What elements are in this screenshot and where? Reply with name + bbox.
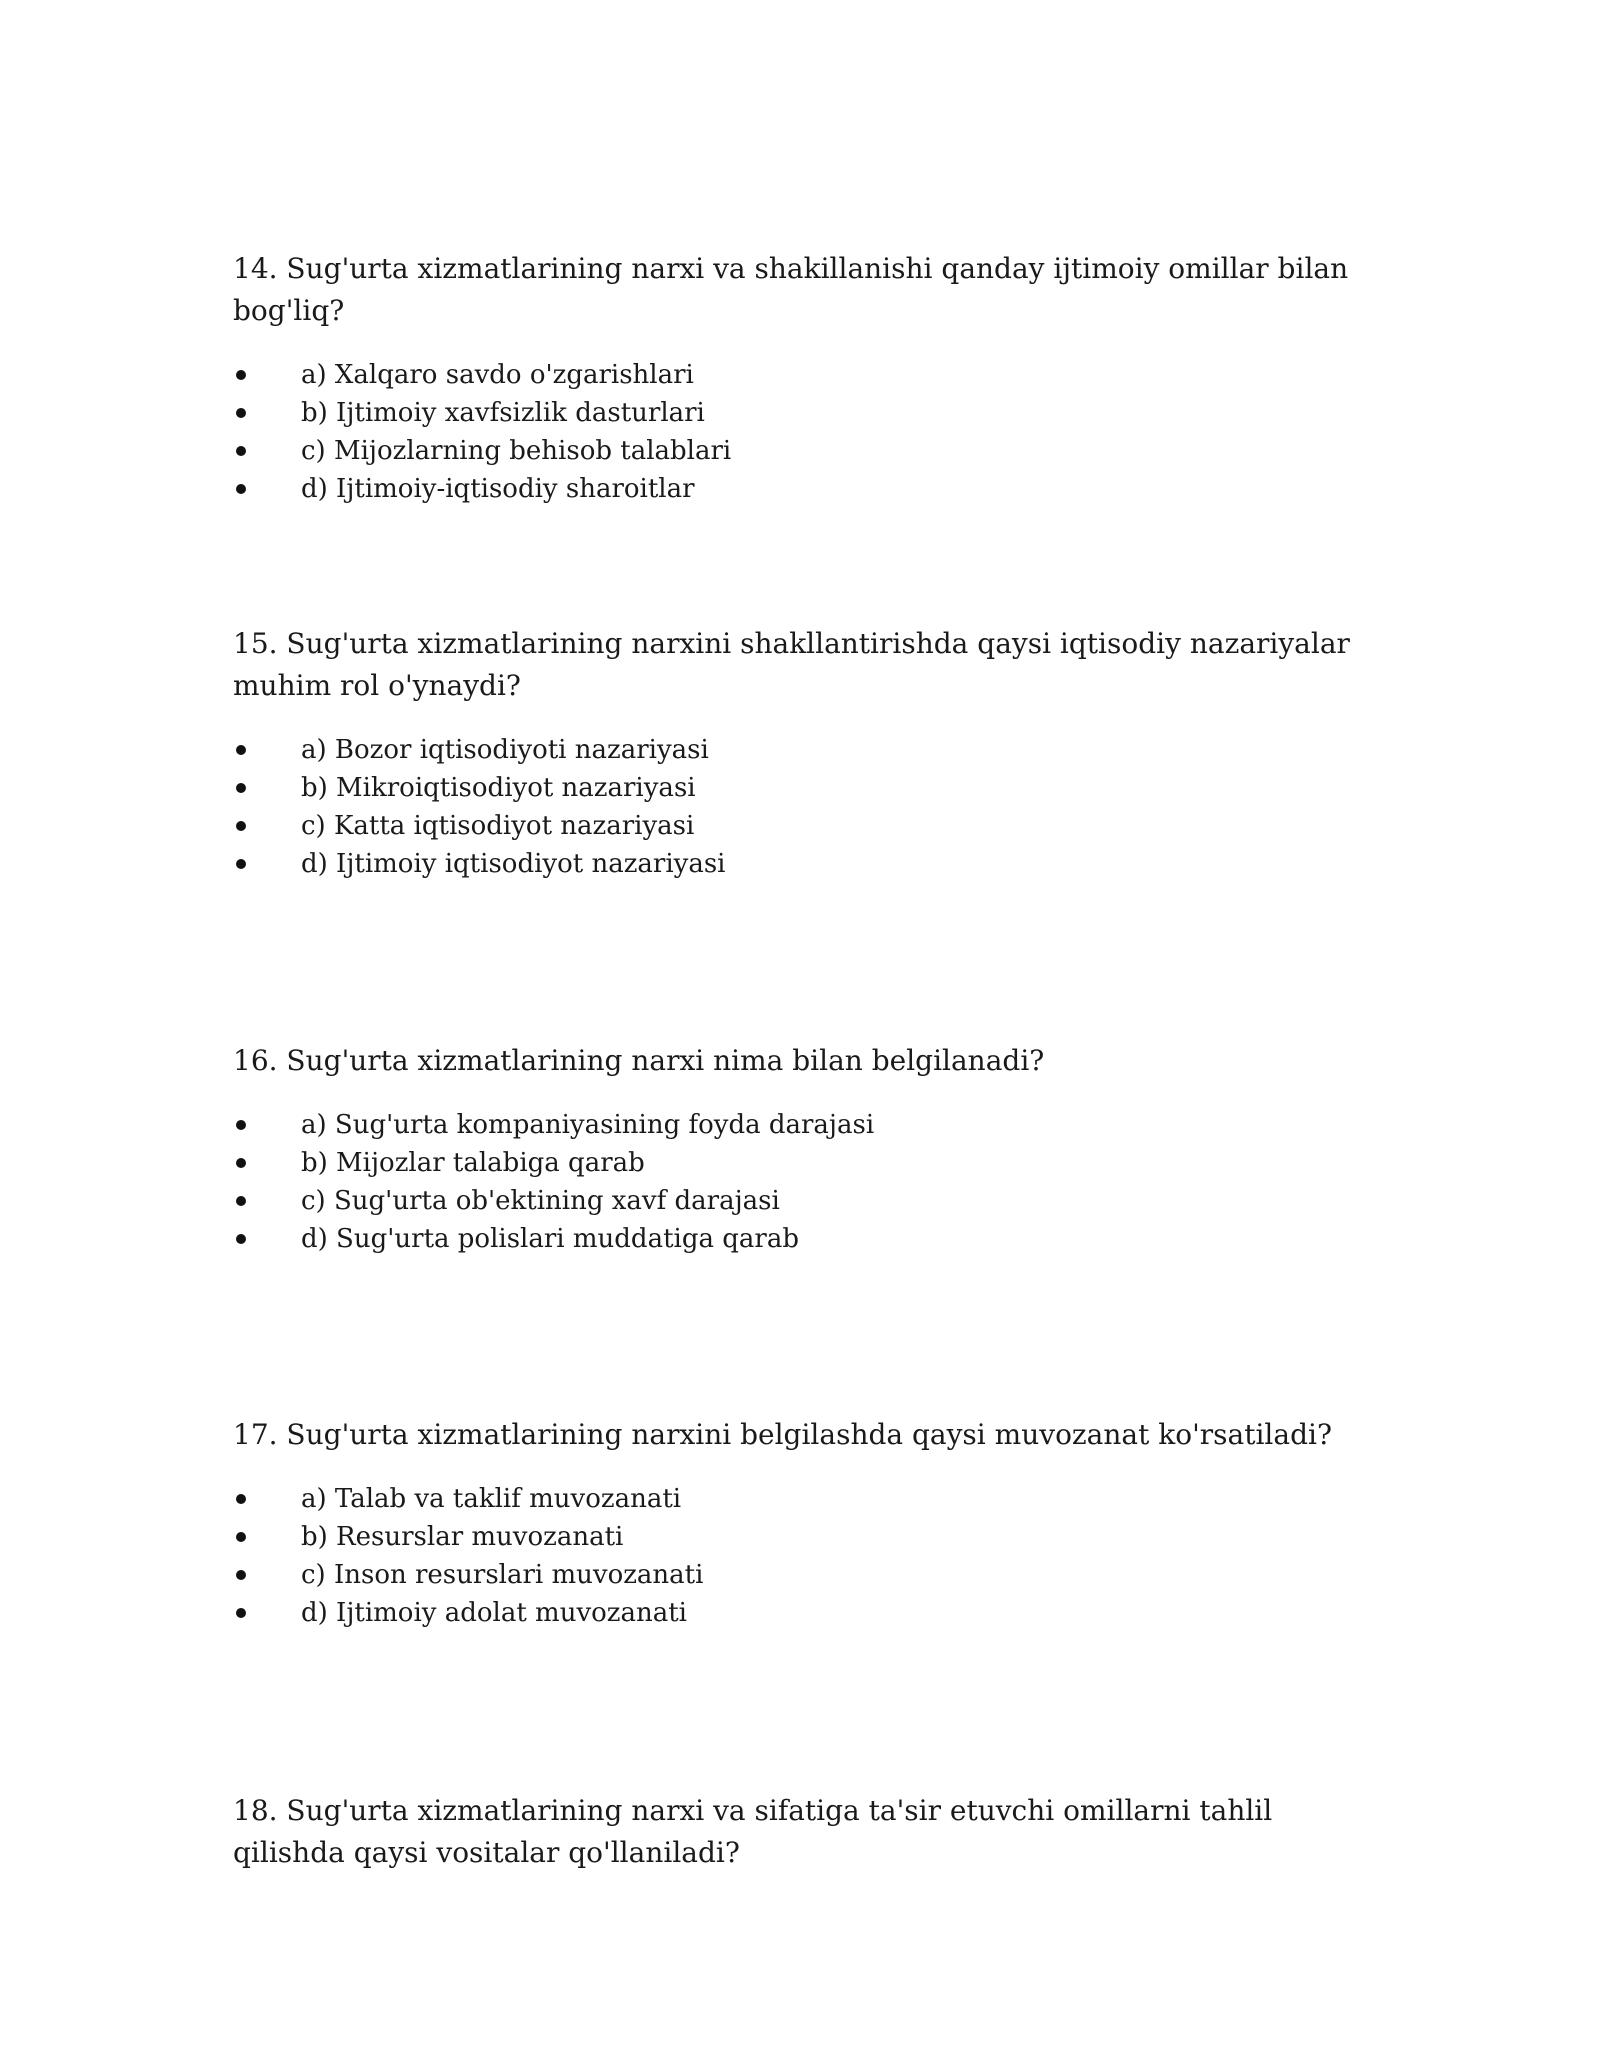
bullet-icon [236, 745, 246, 755]
bullet-icon [236, 1196, 246, 1206]
answer-option [233, 394, 1368, 432]
bullet-icon [236, 1120, 246, 1130]
answer-option-label: c) Inson resurslari muvozanati [301, 1560, 704, 1590]
answer-option-label: a) Talab va taklif muvozanati [301, 1484, 682, 1514]
answer-option-label: b) Resurslar muvozanati [301, 1522, 624, 1552]
answer-option-label: d) Ijtimoiy-iqtisodiy sharoitlar [301, 474, 695, 504]
bullet-icon [236, 1494, 246, 1504]
bullet-icon [236, 1234, 246, 1244]
question-text: 14. Sug'urta xizmatlarining narxi va shakillanishi qanday ijtimoiy omillar bilan bog'liq? [233, 252, 1349, 327]
question-text: 18. Sug'urta xizmatlarining narxi va sifatiga ta'sir etuvchi omillarni tahlil qilishda qaysi vositalar qo'llaniladi? [233, 1794, 1273, 1869]
answer-options [233, 1106, 1368, 1258]
answer-option-label: a) Xalqaro savdo o'zgarishlari [301, 360, 694, 390]
answer-option [233, 1556, 1368, 1594]
answer-option [233, 1182, 1368, 1220]
answer-option-label: b) Mijozlar talabiga qarab [301, 1148, 645, 1178]
answer-option-label: d) Ijtimoiy adolat muvozanati [301, 1598, 688, 1628]
answer-option [233, 1106, 1368, 1144]
answer-option [233, 1518, 1368, 1556]
question-15 [233, 623, 1368, 883]
answer-options [233, 1480, 1368, 1632]
bullet-icon [236, 408, 246, 418]
answer-option [233, 1144, 1368, 1182]
answer-option-label: d) Sug'urta polislari muddatiga qarab [301, 1224, 799, 1254]
question-text: 15. Sug'urta xizmatlarining narxini shakllantirishda qaysi iqtisodiy nazariyalar muhim rol o'ynaydi? [233, 627, 1350, 702]
answer-option-label: c) Mijozlarning behisob talablari [301, 436, 732, 466]
question-16 [233, 1040, 1368, 1258]
answer-option [233, 1220, 1368, 1258]
question-14 [233, 248, 1368, 508]
answer-options [233, 731, 1368, 883]
bullet-icon [236, 484, 246, 494]
question-17 [233, 1414, 1368, 1632]
bullet-icon [236, 783, 246, 793]
answer-option-label: c) Katta iqtisodiyot nazariyasi [301, 811, 695, 841]
question-text: 17. Sug'urta xizmatlarining narxini belgilashda qaysi muvozanat ko'rsatiladi? [233, 1418, 1332, 1451]
answer-option-label: d) Ijtimoiy iqtisodiyot nazariyasi [301, 849, 726, 879]
bullet-icon [236, 821, 246, 831]
answer-option [233, 1480, 1368, 1518]
question-text: 16. Sug'urta xizmatlarining narxi nima bilan belgilanadi? [233, 1044, 1045, 1077]
bullet-icon [236, 1158, 246, 1168]
bullet-icon [236, 1570, 246, 1580]
bullet-icon [236, 1608, 246, 1618]
answer-options [233, 356, 1368, 508]
question-18 [233, 1790, 1368, 1874]
answer-option [233, 432, 1368, 470]
answer-option-label: a) Bozor iqtisodiyoti nazariyasi [301, 735, 709, 765]
answer-option-label: c) Sug'urta ob'ektining xavf darajasi [301, 1186, 780, 1216]
answer-option [233, 1594, 1368, 1632]
answer-option [233, 769, 1368, 807]
bullet-icon [236, 859, 246, 869]
bullet-icon [236, 1532, 246, 1542]
answer-option [233, 807, 1368, 845]
answer-option-label: b) Ijtimoiy xavfsizlik dasturlari [301, 398, 705, 428]
bullet-icon [236, 446, 246, 456]
answer-option [233, 845, 1368, 883]
answer-option-label: b) Mikroiqtisodiyot nazariyasi [301, 773, 696, 803]
answer-option [233, 356, 1368, 394]
answer-option-label: a) Sug'urta kompaniyasining foyda darajasi [301, 1110, 875, 1140]
bullet-icon [236, 370, 246, 380]
answer-option [233, 470, 1368, 508]
answer-option [233, 731, 1368, 769]
